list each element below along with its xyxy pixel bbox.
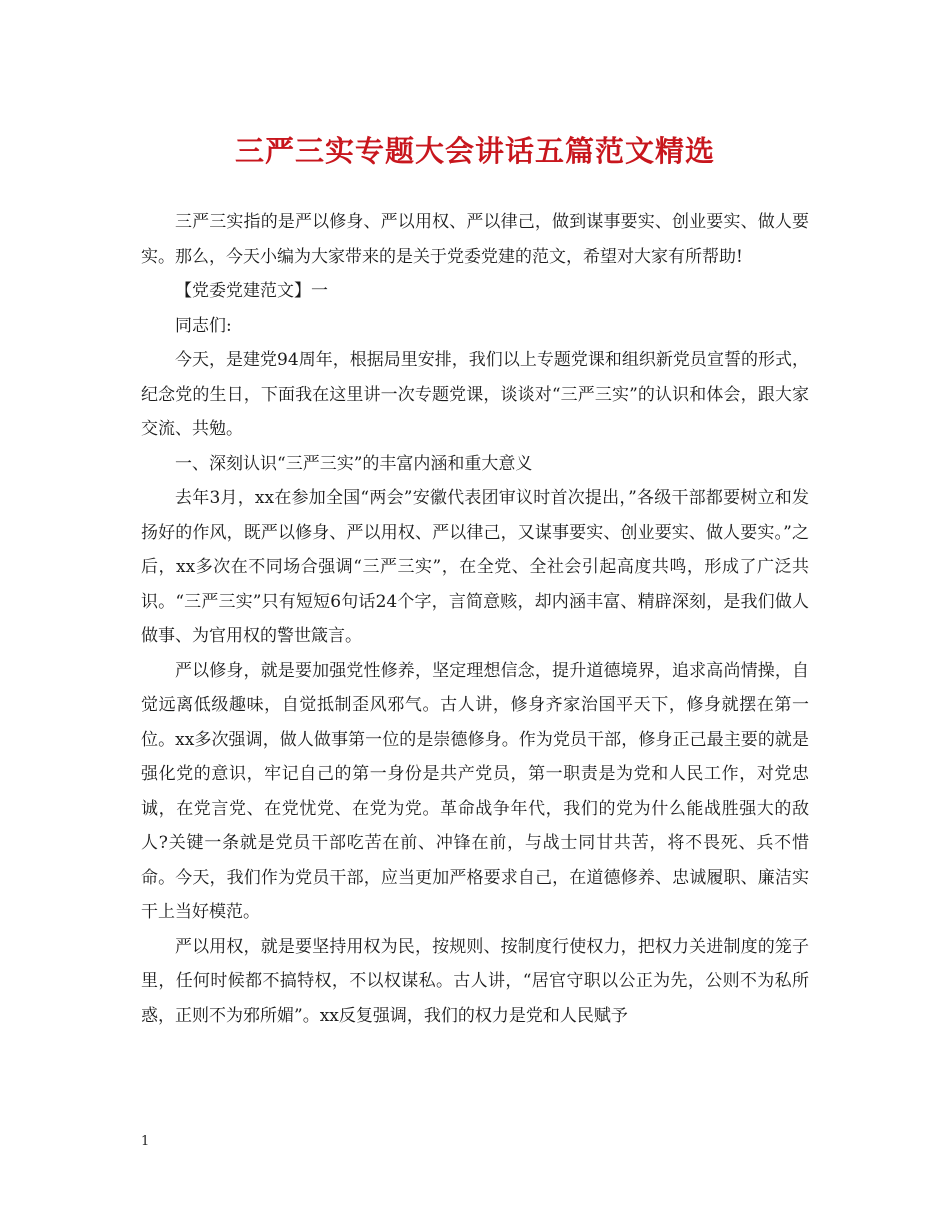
paragraph-self-cultivation: 严以修身，就是要加强党性修养，坚定理想信念，提升道德境界，追求高尚情操，自觉远离低级趣味，自觉抵制歪风邪气。古人讲，修身齐家治国平天下，修身就摆在第一位。xx多次强调，做人做事第一位的是崇德修身。作为党员干部，修身正己最主要的就是强化党的意识，牢记自己的第一身份是共产党员，第一职责是为党和人民工作，对党忠诚，在党言党、在党忧党、在党为党。革命战争年代，我们的党为什么能战胜强大的敌人?关键一条就是党员干部吃苦在前、冲锋在前，与战士同甘共苦，将不畏死、兵不惜命。今天，我们作为党员干部，应当更加严格要求自己，在道德修养、忠诚履职、廉洁实干上当好模范。: [141, 660, 809, 922]
paragraph-opening: 今天，是建党94周年，根据局里安排，我们以上专题党课和组织新党员宣誓的形式，纪念党的生日，下面我在这里讲一次专题党课，谈谈对“三严三实”的认识和体会，跟大家交流、共勉。: [141, 350, 809, 439]
page-number: 1: [141, 1134, 150, 1149]
document-body: [141, 205, 809, 1033]
paragraph-background: 去年3月，xx在参加全国“两会”安徽代表团审议时首次提出，”各级干部都要树立和发扬好的作风，既严以修身、严以用权、严以律己，又谋事要实、创业要实、做人要实。”之后，xx多次在不同场合强调“三严三实”，在全党、全社会引起高度共鸣，形成了广泛共识。“三严三实”只有短短6句话24个字，言简意赅，却内涵丰富、精辟深刻，是我们做人做事、为官用权的警世箴言。: [141, 488, 809, 646]
paragraph-salutation: 同志们:: [175, 315, 232, 336]
paragraph-use-of-power: 严以用权，就是要坚持用权为民，按规则、按制度行使权力，把权力关进制度的笼子里，任何时候都不搞特权，不以权谋私。古人讲，“居官守职以公正为先，公则不为私所惑，正则不为邪所媚”。xx反复强调，我们的权力是党和人民赋予: [141, 936, 809, 1026]
paragraph-subheading: 一、深刻认识“三严三实”的丰富内涵和重大意义: [175, 453, 533, 474]
document-title: 三严三实专题大会讲话五篇范文精选: [234, 134, 715, 168]
paragraph-intro: 三严三实指的是严以修身、严以用权、严以律己，做到谋事要实、创业要实、做人要实。那么，今天小编为大家带来的是关于党委党建的范文，希望对大家有所帮助!: [141, 212, 809, 267]
paragraph-section-heading: 【党委党建范文】一: [175, 281, 328, 301]
